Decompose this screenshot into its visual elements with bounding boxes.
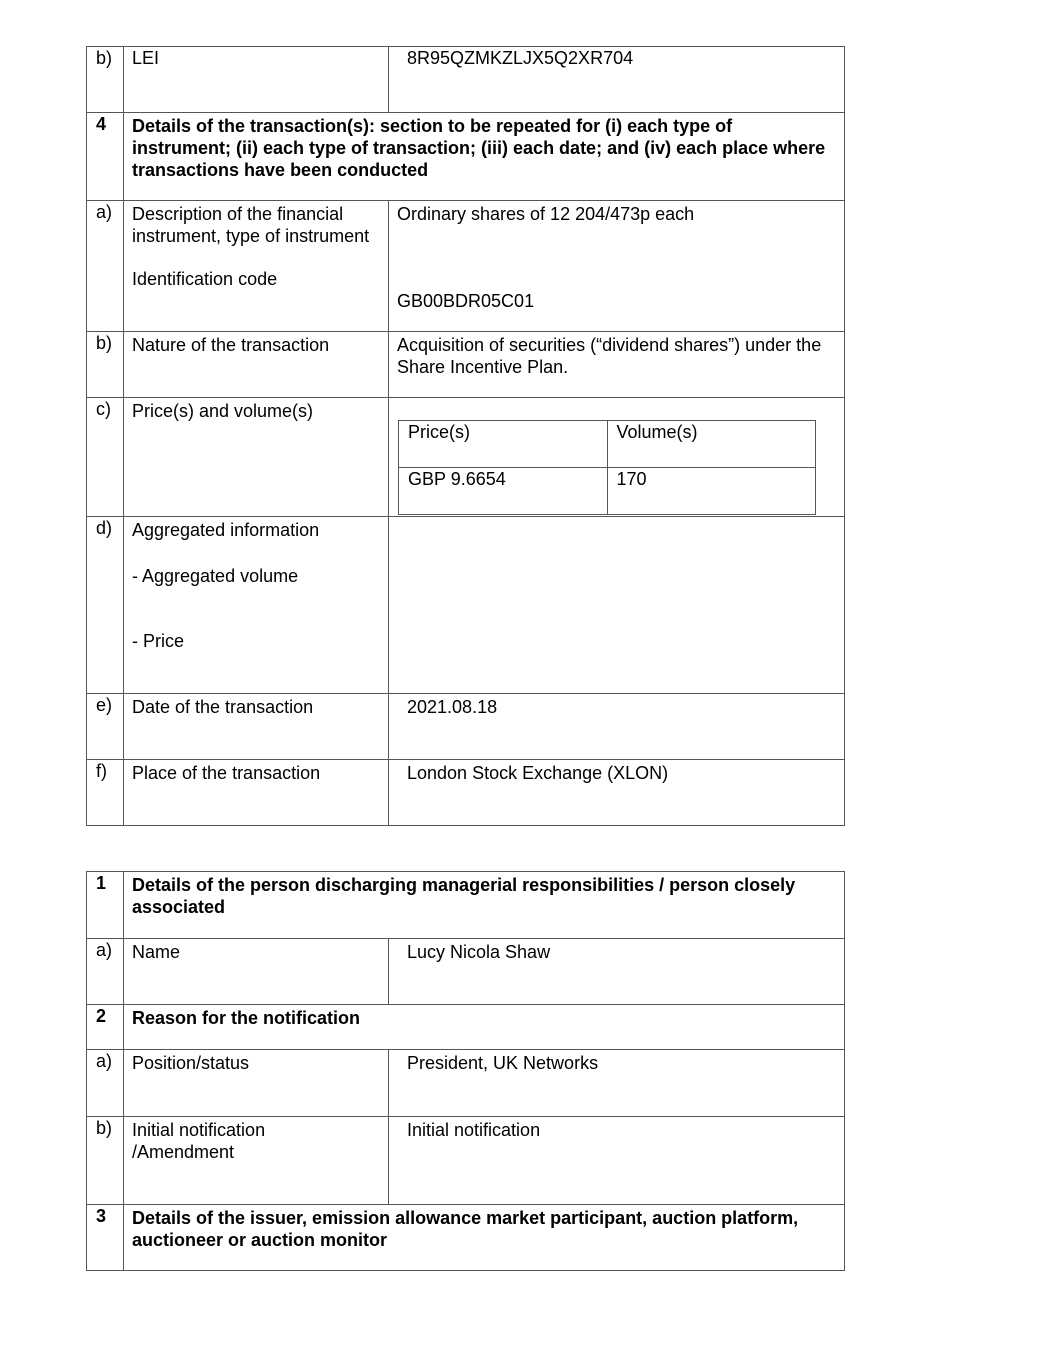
- date-row: [87, 694, 845, 760]
- row-number: e): [87, 694, 124, 760]
- lei-row: [87, 47, 845, 113]
- position-value: President, UK Networks: [389, 1050, 845, 1117]
- section-3-title: Details of the issuer, emission allowance market participant, auction platform, auctioneer or auction monitor: [124, 1205, 845, 1271]
- position-label: Position/status: [124, 1050, 389, 1117]
- instrument-label-cell: [124, 201, 389, 332]
- nature-label: Nature of the transaction: [124, 332, 389, 398]
- place-value: London Stock Exchange (XLON): [389, 760, 845, 826]
- aggregated-volume-label: - Aggregated volume: [132, 566, 299, 586]
- price-volume-row: [87, 398, 845, 517]
- lei-value: 8R95QZMKZLJX5Q2XR704: [389, 47, 845, 113]
- price-volume-table: [398, 420, 816, 515]
- aggregated-value: [389, 517, 845, 694]
- initial-notification-label: Initial notification /Amendment: [124, 1117, 389, 1205]
- price-volume-header: [399, 421, 816, 468]
- aggregated-price-label: - Price: [132, 631, 185, 651]
- row-number: a): [87, 1050, 124, 1117]
- pdmr-details-table: [86, 871, 845, 1271]
- section-number: 4: [87, 113, 124, 201]
- instrument-value-cell: [389, 201, 845, 332]
- instrument-description-label: Description of the financial instrument, type of instrument: [132, 204, 370, 246]
- date-value: 2021.08.18: [389, 694, 845, 760]
- price-volume-cell: [389, 398, 845, 517]
- initial-notification-row: [87, 1117, 845, 1205]
- price-value: GBP 9.6654: [399, 468, 608, 515]
- row-number: d): [87, 517, 124, 694]
- section-2-row: [87, 1005, 845, 1050]
- row-number: f): [87, 760, 124, 826]
- lei-label: LEI: [124, 47, 389, 113]
- price-header: Price(s): [399, 421, 608, 468]
- section-4-title: Details of the transaction(s): section to be repeated for (i) each type of instrument; (ii) each type of transaction; (iii) each date; and (iv) each place where transactions have been conducted: [124, 113, 845, 201]
- row-number: a): [87, 201, 124, 332]
- nature-row: [87, 332, 845, 398]
- name-label: Name: [124, 939, 389, 1005]
- section-number: 2: [87, 1005, 124, 1050]
- section-2-title: Reason for the notification: [124, 1005, 845, 1050]
- nature-value: Acquisition of securities (“dividend shares”) under the Share Incentive Plan.: [389, 332, 845, 398]
- identification-code-value: GB00BDR05C01: [397, 291, 535, 311]
- name-value: Lucy Nicola Shaw: [389, 939, 845, 1005]
- section-4-row: [87, 113, 845, 201]
- place-label: Place of the transaction: [124, 760, 389, 826]
- identification-code-label: Identification code: [132, 269, 278, 289]
- section-1-row: [87, 872, 845, 939]
- section-1-title: Details of the person discharging managerial responsibilities / person closely associated: [124, 872, 845, 939]
- place-row: [87, 760, 845, 826]
- row-number: b): [87, 1117, 124, 1205]
- aggregated-row: [87, 517, 845, 694]
- instrument-description-value: Ordinary shares of 12 204/473p each: [397, 204, 695, 224]
- date-label: Date of the transaction: [124, 694, 389, 760]
- section-3-row: [87, 1205, 845, 1271]
- volume-header: Volume(s): [607, 421, 816, 468]
- transaction-details-table: [86, 46, 845, 826]
- volume-value: 170: [607, 468, 816, 515]
- price-volume-label: Price(s) and volume(s): [124, 398, 389, 517]
- section-number: 1: [87, 872, 124, 939]
- row-number: c): [87, 398, 124, 517]
- row-number: a): [87, 939, 124, 1005]
- position-row: [87, 1050, 845, 1117]
- price-volume-data-row: [399, 468, 816, 515]
- name-row: [87, 939, 845, 1005]
- section-number: 3: [87, 1205, 124, 1271]
- row-number: b): [87, 47, 124, 113]
- instrument-row: [87, 201, 845, 332]
- aggregated-label-cell: [124, 517, 389, 694]
- aggregated-label: Aggregated information: [132, 520, 320, 540]
- row-number: b): [87, 332, 124, 398]
- initial-notification-value: Initial notification: [389, 1117, 845, 1205]
